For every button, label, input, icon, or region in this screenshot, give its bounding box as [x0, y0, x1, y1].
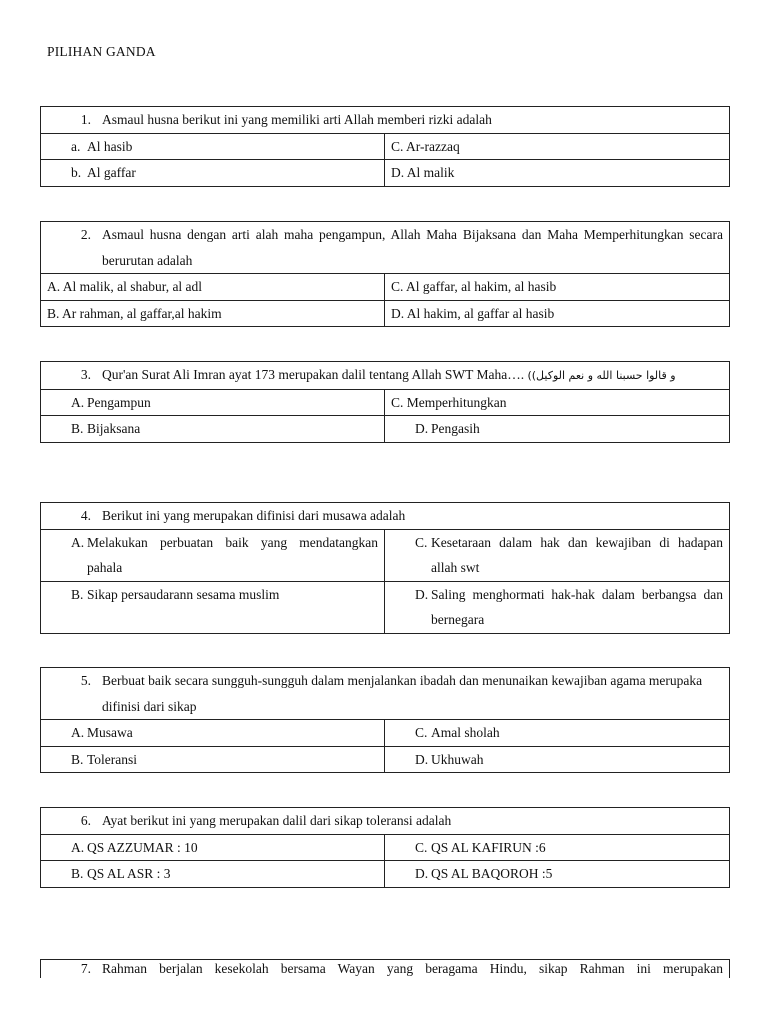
- option-d[interactable]: D. QS AL BAQOROH :5: [385, 861, 730, 888]
- question-number: 6.: [80, 813, 91, 828]
- question-stem: [41, 107, 730, 134]
- option-a[interactable]: A. Melakukan perbuatan baik yang mendatangkan pahala: [41, 529, 385, 581]
- question-text: Berbuat baik secara sungguh-sungguh dalam menjalankan ibadah dan menunaikan kewajiban agama merupaka difinisi dari sikap: [102, 673, 703, 714]
- question-stem: [41, 362, 730, 390]
- question-stem: [41, 503, 730, 530]
- option-b[interactable]: B. Bijaksana: [41, 416, 385, 443]
- option-b[interactable]: B. QS AL ASR : 3: [41, 861, 385, 888]
- question-6-table: [40, 807, 730, 888]
- question-3-table: [40, 361, 730, 443]
- option-b[interactable]: B. Ar rahman, al gaffar,al hakim: [41, 300, 385, 327]
- question-number: 5.: [80, 673, 91, 688]
- question-text: Rahman berjalan kesekolah bersama Wayan yang beragama Hindu, sikap Rahman ini merupakan: [102, 961, 724, 976]
- option-d[interactable]: D. Ukhuwah: [385, 746, 730, 773]
- option-d[interactable]: D. Al malik: [385, 160, 730, 187]
- option-a[interactable]: A. Al malik, al shabur, al adl: [41, 274, 385, 301]
- question-5-table: [40, 667, 730, 773]
- option-d[interactable]: D. Saling menghormati hak-hak dalam berbangsa dan bernegara: [385, 581, 730, 633]
- section-title: PILIHAN GANDA: [47, 44, 156, 59]
- question-7-table: [40, 959, 730, 978]
- question-number: 4.: [80, 508, 91, 523]
- question-text: Asmaul husna berikut ini yang memiliki arti Allah memberi rizki adalah: [102, 112, 492, 127]
- question-stem: [41, 808, 730, 835]
- question-1-table: [40, 106, 730, 187]
- option-a[interactable]: A. Musawa: [41, 720, 385, 747]
- option-d[interactable]: D. Pengasih: [385, 416, 730, 443]
- option-c[interactable]: C. Amal sholah: [385, 720, 730, 747]
- option-a[interactable]: A. Pengampun: [41, 389, 385, 416]
- question-stem: [41, 960, 730, 979]
- arabic-text: و قالوا حسبنا الله و نعم الوكيل)): [527, 369, 676, 382]
- question-text: Qur'an Surat Ali Imran ayat 173 merupakan dalil tentang Allah SWT Maha…. و قالوا حسبنا الله و نعم الوكيل)): [102, 367, 676, 382]
- question-2-table: [40, 221, 730, 327]
- question-stem: [41, 668, 730, 720]
- option-c[interactable]: C. QS AL KAFIRUN :6: [385, 834, 730, 861]
- option-d[interactable]: D. Al hakim, al gaffar al hasib: [385, 300, 730, 327]
- question-4-table: [40, 502, 730, 634]
- option-c[interactable]: C. Memperhitungkan: [385, 389, 730, 416]
- question-text: Asmaul husna dengan arti alah maha pengampun, Allah Maha Bijaksana dan Maha Memperhitungkan secara berurutan adalah: [102, 227, 724, 268]
- question-text: Berikut ini yang merupakan difinisi dari musawa adalah: [102, 508, 406, 523]
- question-text: Ayat berikut ini yang merupakan dalil dari sikap toleransi adalah: [102, 813, 452, 828]
- option-b[interactable]: B. Toleransi: [41, 746, 385, 773]
- question-number: 2.: [80, 227, 91, 242]
- question-number: 7.: [80, 961, 91, 976]
- option-c[interactable]: C. Al gaffar, al hakim, al hasib: [385, 274, 730, 301]
- option-c[interactable]: C. Ar-razzaq: [385, 133, 730, 160]
- option-b[interactable]: B. Sikap persaudarann sesama muslim: [41, 581, 385, 633]
- option-b[interactable]: b. Al gaffar: [41, 160, 385, 187]
- option-a[interactable]: A. QS AZZUMAR : 10: [41, 834, 385, 861]
- option-c[interactable]: C. Kesetaraan dalam hak dan kewajiban di hadapan allah swt: [385, 529, 730, 581]
- question-number: 3.: [80, 367, 91, 382]
- option-a[interactable]: a. Al hasib: [41, 133, 385, 160]
- question-stem: [41, 222, 730, 274]
- question-number: 1.: [80, 112, 91, 127]
